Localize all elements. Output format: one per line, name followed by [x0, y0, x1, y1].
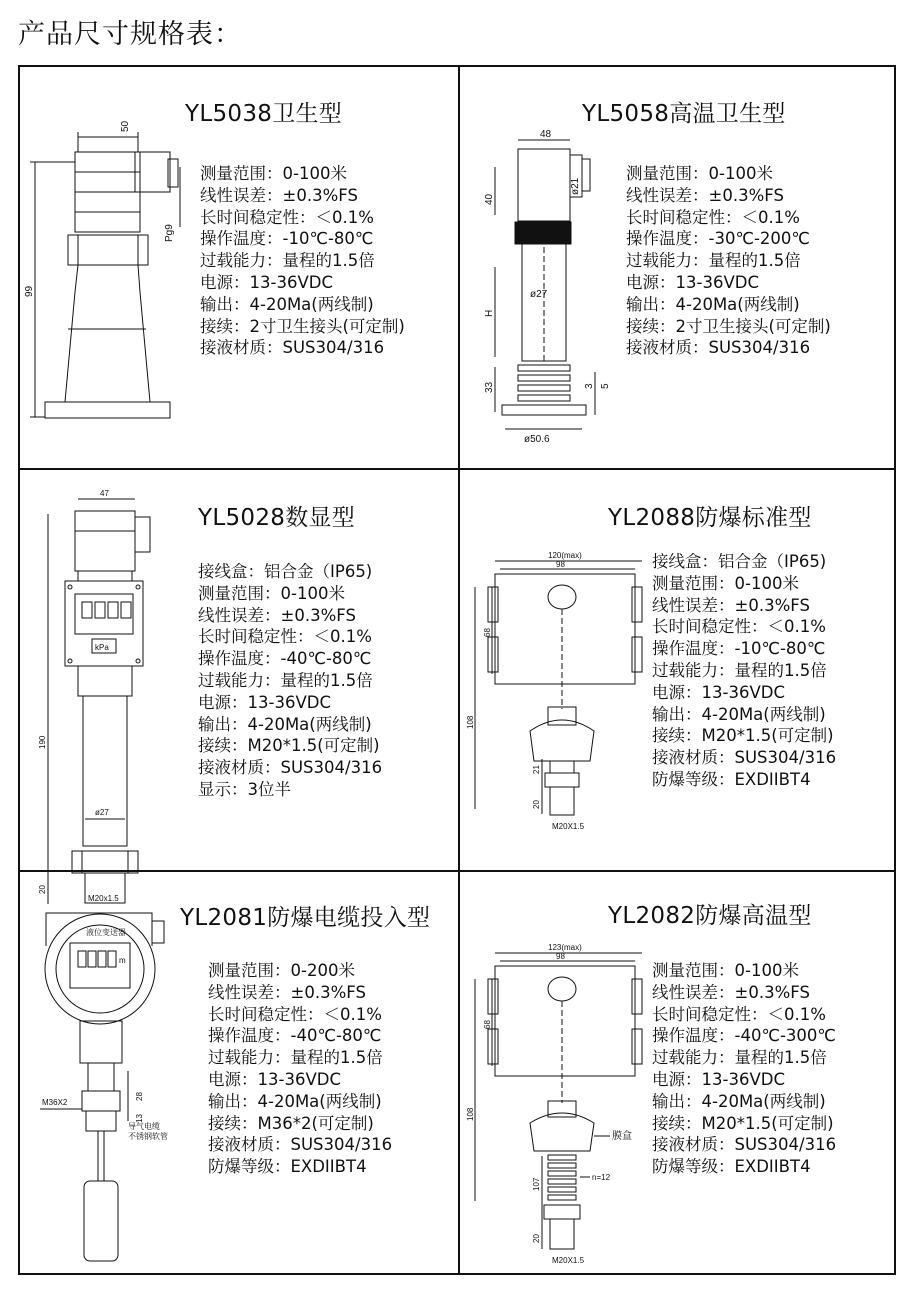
dim-c: 68	[483, 1020, 492, 1029]
model-title: YL2081防爆电缆投入型	[180, 905, 431, 931]
dim-e: ø27	[530, 289, 548, 300]
spec-line: 测量范围：0-100米	[626, 164, 773, 183]
dim-b: kPa	[95, 643, 109, 652]
spec-list	[208, 960, 392, 1178]
dim-d: H	[484, 309, 495, 317]
spec-line: 接液材质：SUS304/316	[198, 758, 383, 778]
spec-line: 输出：4-20Ma(两线制)	[626, 294, 800, 314]
dim-d: 108	[466, 715, 475, 729]
spec-line: 电源：13-36VDC	[198, 692, 331, 712]
spec-line: 过载能力：量程的1.5倍	[208, 1048, 383, 1068]
spec-list	[652, 551, 836, 791]
spec-line: 电源：13-36VDC	[208, 1069, 341, 1089]
dim-c: Pg9	[164, 224, 175, 242]
dim-c: ø27	[95, 808, 109, 817]
spec-line: 长时间稳定性：＜0.1%	[652, 617, 826, 637]
dim-g: M20X1.5	[552, 1256, 585, 1265]
dim-f: 20	[38, 885, 47, 894]
dim-a: 47	[100, 489, 109, 498]
spec-line: 防爆等级：EXDIIBT4	[208, 1157, 367, 1177]
spec-list	[626, 163, 831, 359]
product-cell-yl2081	[20, 871, 458, 1273]
spec-line: 测量范围：0-100米	[652, 961, 799, 980]
dim-a: 120(max)	[548, 551, 582, 560]
spec-line: 长时间稳定性：＜0.1%	[198, 627, 372, 647]
dim-i: n=12	[592, 1173, 611, 1182]
dim-f: 20	[532, 800, 541, 809]
dim-c: 68	[483, 628, 492, 637]
dim-e: 21	[532, 765, 541, 774]
model-title: YL2088防爆标准型	[608, 505, 812, 531]
spec-line: 电源：13-36VDC	[626, 272, 759, 292]
dim-b: 99	[24, 285, 35, 297]
spec-line: 接液材质：SUS304/316	[652, 1135, 837, 1155]
dim-f: 液位变送器	[86, 928, 126, 937]
product-cell-yl2082	[460, 871, 898, 1273]
dim-e: 107	[532, 1177, 541, 1191]
model-title: YL2082防爆高温型	[608, 903, 812, 929]
spec-line: 测量范围：0-100米	[652, 573, 799, 593]
spec-line: 过载能力：量程的1.5倍	[652, 1048, 827, 1068]
dim-i: ø50.6	[524, 434, 550, 445]
spec-line: 过载能力：量程的1.5倍	[200, 251, 375, 271]
dim-c: M36X2	[42, 1098, 68, 1107]
dim-d: M20x1.5	[88, 894, 119, 903]
spec-line: 显示：3位半	[198, 779, 291, 799]
spec-list	[652, 960, 836, 1178]
spec-line: 操作温度：-10℃-80℃	[652, 639, 826, 659]
dim-a: 48	[540, 129, 552, 140]
spec-line: 线性误差：±0.3%FS	[652, 982, 810, 1002]
spec-line: 接液材质：SUS304/316	[626, 338, 811, 358]
spec-line: 防爆等级：EXDIIBT4	[652, 1157, 811, 1177]
spec-line: 长时间稳定性：＜0.1%	[626, 207, 800, 227]
dim-b: 13	[135, 1114, 144, 1123]
dim-a: 28	[135, 1092, 144, 1101]
spec-line: 操作温度：-40℃-80℃	[208, 1026, 382, 1046]
spec-line: 电源：13-36VDC	[652, 1069, 785, 1089]
product-cell-yl5038	[20, 67, 458, 469]
spec-line: 长时间稳定性：＜0.1%	[652, 1004, 826, 1024]
dim-e: 190	[38, 735, 47, 749]
spec-line: 接续：2寸卫生接头(可定制)	[200, 316, 405, 336]
spec-line: 接续：M36*2(可定制)	[208, 1113, 374, 1133]
spec-line: 线性误差：±0.3%FS	[626, 185, 784, 205]
spec-line: 操作温度：-30℃-200℃	[626, 229, 810, 249]
spec-list	[198, 561, 382, 801]
dim-g: M20X1.5	[552, 822, 585, 831]
spec-line: 输出：4-20Ma(两线制)	[198, 714, 372, 734]
product-cell-yl5058	[460, 67, 898, 469]
dim-b: 40	[484, 193, 495, 205]
dim-d: 导气电缆	[128, 1122, 160, 1131]
spec-line: 电源：13-36VDC	[652, 682, 785, 702]
dim-g: 3	[584, 383, 595, 389]
model-title: YL5038卫生型	[185, 101, 343, 127]
spec-line: 长时间稳定性：＜0.1%	[200, 207, 374, 227]
spec-line: 接液材质：SUS304/316	[208, 1135, 393, 1155]
spec-line: 过载能力：量程的1.5倍	[198, 670, 373, 690]
spec-line: 操作温度：-10℃-80℃	[200, 229, 374, 249]
dim-a: 123(max)	[548, 943, 582, 952]
spec-line: 线性误差：±0.3%FS	[200, 185, 358, 205]
spec-line: 输出：4-20Ma(两线制)	[652, 1091, 826, 1111]
model-title: YL5028数显型	[198, 505, 356, 531]
spec-line: 线性误差：±0.3%FS	[208, 982, 366, 1002]
dim-g: m	[119, 956, 126, 965]
spec-line: 接线盒：铝合金（IP65)	[198, 562, 373, 581]
spec-table	[18, 65, 896, 1275]
dim-a: 50	[120, 120, 131, 132]
spec-line: 测量范围：0-100米	[200, 164, 347, 183]
spec-line: 输出：4-20Ma(两线制)	[200, 294, 374, 314]
dim-f: 33	[484, 381, 495, 393]
spec-line: 输出：4-20Ma(两线制)	[652, 704, 826, 724]
product-cell-yl5028	[20, 469, 458, 903]
dim-h: 膜盒	[612, 1131, 632, 1142]
spec-line: 接液材质：SUS304/316	[200, 338, 385, 358]
spec-line: 接续：M20*1.5(可定制)	[198, 736, 380, 756]
spec-line: 过载能力：量程的1.5倍	[626, 251, 801, 271]
spec-line: 电源：13-36VDC	[200, 272, 333, 292]
dim-c: ø21	[570, 177, 581, 195]
spec-line: 线性误差：±0.3%FS	[198, 605, 356, 625]
dim-b: 98	[556, 952, 565, 961]
dim-f: 20	[532, 1234, 541, 1243]
dim-b: 98	[556, 560, 565, 569]
spec-line: 接续：M20*1.5(可定制)	[652, 726, 834, 746]
product-cell-yl2088	[460, 469, 898, 871]
spec-line: 测量范围：0-200米	[208, 961, 355, 980]
model-title: YL5058高温卫生型	[582, 101, 786, 127]
spec-line: 操作温度：-40℃-300℃	[652, 1026, 836, 1046]
spec-line: 输出：4-20Ma(两线制)	[208, 1091, 382, 1111]
spec-line: 测量范围：0-100米	[198, 583, 345, 603]
page-title: 产品尺寸规格表：	[18, 19, 242, 50]
spec-line: 防爆等级：EXDIIBT4	[652, 769, 811, 789]
spec-line: 过载能力：量程的1.5倍	[652, 660, 827, 680]
spec-line: 接线盒：铝合金（IP65)	[652, 552, 827, 571]
spec-list	[200, 163, 405, 359]
spec-line: 线性误差：±0.3%FS	[652, 595, 810, 615]
dim-e: 不锈钢软管	[128, 1132, 168, 1141]
spec-line: 接续：M20*1.5(可定制)	[652, 1113, 834, 1133]
spec-line: 长时间稳定性：＜0.1%	[208, 1004, 382, 1024]
spec-line: 接液材质：SUS304/316	[652, 748, 837, 768]
spec-line: 接续：2寸卫生接头(可定制)	[626, 316, 831, 336]
spec-line: 操作温度：-40℃-80℃	[198, 649, 372, 669]
dim-d: 108	[466, 1107, 475, 1121]
dim-h: 5	[600, 383, 611, 389]
